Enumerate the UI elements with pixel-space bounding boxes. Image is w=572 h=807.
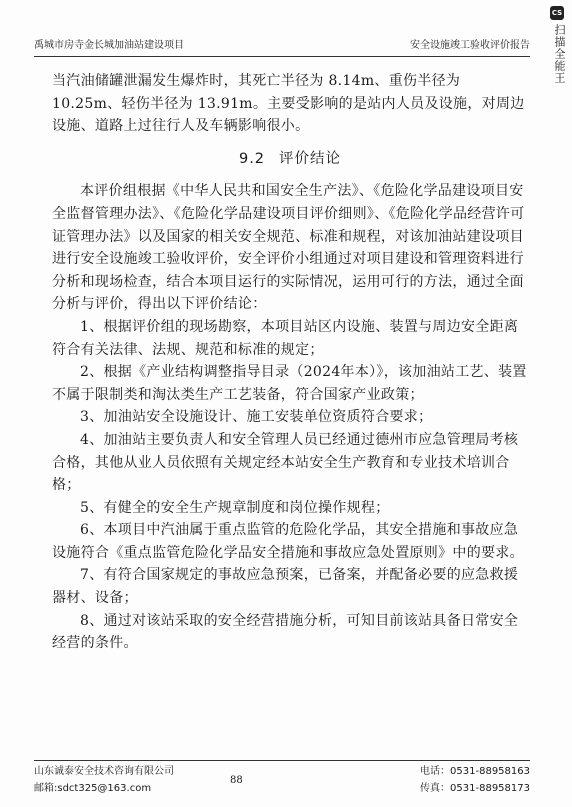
intro-paragraph: 当汽油储罐泄漏发生爆炸时，其死亡半径为 8.14m、重伤半径为 10.25m、轻伤半径为 13.91m。主要受影响的是站内人员及设施，对周边设施、道路上过往行人及车辆影响很小。 (52, 73, 525, 135)
footer-divider (34, 760, 530, 761)
conclusion-item: 4、加油站主要负责人和安全管理人员已经通过德州市应急管理局考核合格，其他从业人员依照有关规定经本站安全生产教育和专业技术培训合格； (52, 431, 519, 494)
page-header (34, 38, 530, 54)
footer-company-block (34, 763, 174, 797)
conclusion-item: 3、加油站安全设施设计、施工安装单位资质符合要求； (80, 409, 433, 426)
conclusion-item: 8、通过对该站采取的安全经营措施分析，可知目前该站具备日常安全经营的条件。 (52, 612, 519, 652)
lead-paragraph: 本评价组根据《中华人民共和国安全生产法》、《危险化学品建设项目安全监督管理办法》、《危险化学品建设项目评价细则》、《危险化学品经营许可证管理办法》以及国家的相关安全规范、标准和规程，对该加油站建设项目进行安全设施竣工验收评价，安全评价小组通过对项目建设和管理资料进行分析和现场检查，结合本项目运行的实际情况，运用可行的方法，通过全面分析与评价，得出以下评价结论： (52, 183, 525, 313)
footer-fax: 传真：0531-88958173 (420, 783, 530, 794)
header-report-title: 安全设施竣工验收评价报告 (410, 40, 530, 51)
conclusion-item: 6、本项目中汽油属于重点监管的危险化学品，其安全措施和事故应急设施符合《重点监管危险化学品安全措施和事故应急处置原则》中的要求。 (52, 522, 524, 561)
page-number: 88 (230, 775, 243, 786)
conclusion-item: 2、根据《产业结构调整指导目录（2024年本）》，该加油站工艺、装置不属于限制类和淘汰类生产工艺装备，符合国家产业政策； (52, 364, 527, 403)
page-footer (34, 763, 530, 799)
camscanner-logo-icon: CS (550, 6, 564, 20)
section-number: 9.2 (238, 150, 266, 167)
footer-phone: 电话：0531-88958163 (420, 766, 530, 777)
page-body (52, 70, 528, 655)
header-project-title: 禹城市房寺金长城加油站建设项目 (34, 40, 184, 51)
scanner-watermark-text: 扫描全能王 (553, 24, 566, 84)
conclusion-item: 7、有符合国家规定的事故应急预案，已备案，并配备必要的应急救援器材、设备； (52, 567, 519, 607)
footer-company: 山东诚泰安全技术咨询有限公司 (34, 766, 174, 777)
header-divider (34, 56, 530, 57)
section-title: 评价结论 (279, 150, 342, 167)
footer-contact-block (420, 763, 530, 797)
conclusion-item: 1、根据评价组的现场勘察，本项目站区内设施、装置与周边安全距离符合有关法律、法规、规范和标准的规定； (52, 318, 519, 358)
scanner-watermark (548, 6, 568, 116)
section-heading (52, 148, 528, 171)
conclusion-item: 5、有健全的安全生产规章制度和岗位操作规程； (80, 499, 390, 516)
footer-email: 邮箱:sdct325@163.com (34, 783, 152, 794)
